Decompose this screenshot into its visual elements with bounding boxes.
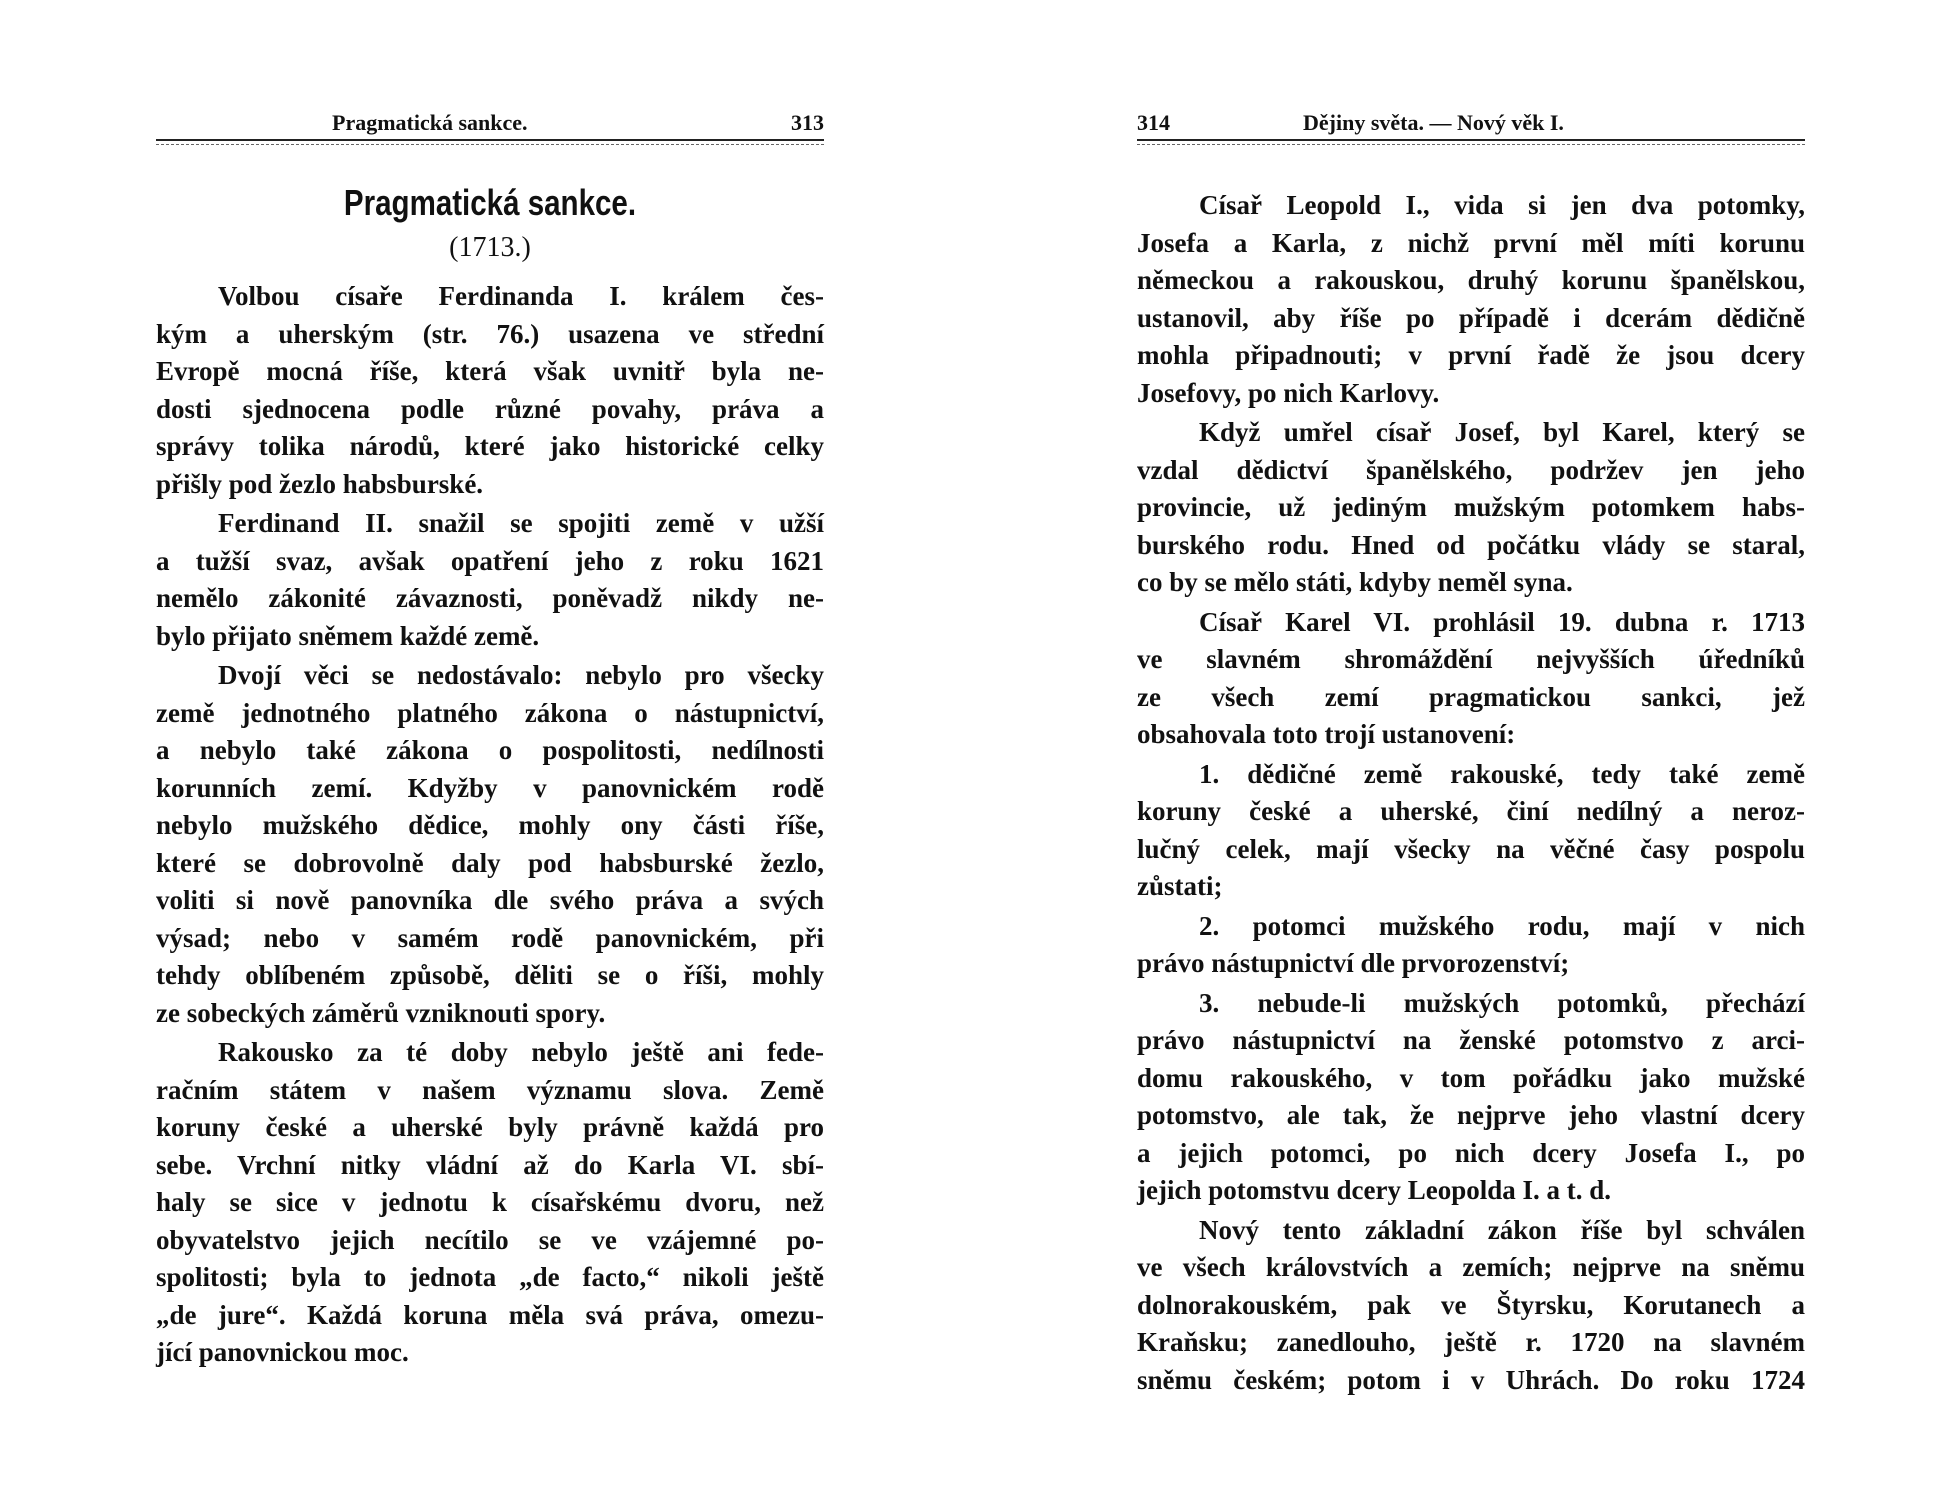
text-line: Volbou císaře Ferdinanda I. králem čes- [218,281,824,311]
header-rule-secondary [1137,144,1805,145]
text-line: co by se mělo státi, kdyby neměl syna. [1137,567,1573,597]
text-line: Nový tento základní zákon říše byl schválen [1199,1214,1805,1245]
text-line: koruny české a uherské byly právně každá pro [156,1112,824,1142]
text-line: provincie, už jediným mužským potomkem habs- [1137,492,1805,522]
text-line: vzdal dědictví španělského, podržev jen jeho [1137,454,1805,485]
chapter-title: Pragmatická sankce. [343,182,637,223]
text-line: Když umřel císař Josef, byl Karel, který se [1199,417,1805,447]
text-line: 2. potomci mužského rodu, mají v nich [1199,910,1805,941]
text-line: jící panovnickou moc. [156,1337,409,1367]
header-rule [156,139,824,141]
text-line: Ferdinand II. snažil se spojiti země v užší [218,508,824,538]
paragraph [1137,985,1805,1210]
paragraph [156,505,824,655]
text-line: kým a uherským (str. 76.) usazena ve střední [156,318,824,349]
text-line: korunních zemí. Kdyžby v panovnickém rodě [156,772,824,803]
text-line: německou a rakouskou, druhý korunu španělskou, [1137,265,1805,295]
right-page [1137,0,1805,1500]
text-line: obyvatelstvo jejich necítilo se ve vzájemné po- [156,1224,824,1255]
text-line: sněmu českém; potom i v Uhrách. Do roku 1724 [1137,1364,1805,1395]
text-line: Císař Karel VI. prohlásil 19. dubna r. 1713 [1199,606,1805,637]
body-text [1137,187,1805,1401]
text-line: potomstvo, ale tak, že nejprve jeho vlastní dcery [1137,1100,1805,1130]
running-header [156,110,824,140]
text-line: které se dobrovolně daly pod habsburské žezlo, [156,847,824,878]
text-line: výsad; nebo v samém rodě panovnickém, při [156,922,824,953]
text-line: Rakousko za té doby nebylo ještě ani fede- [218,1037,824,1067]
header-rule-secondary [156,144,824,145]
text-line: Josefa a Karla, z nichž první měl míti korunu [1137,227,1805,258]
left-page [156,0,824,1500]
text-line: bylo přijato sněmem každé země. [156,620,540,651]
text-line: Kraňsku; zanedlouho, ještě r. 1720 na slavném [1137,1327,1805,1357]
running-head-title: Dějiny světa. — Nový věk I. [1303,110,1564,135]
text-line: voliti si nově panovníka dle svého práva a svých [156,885,824,915]
text-line: a jejich potomci, po nich dcery Josefa I., po [1137,1137,1805,1168]
text-line: jejich potomstvu dcery Leopolda I. a t. d. [1137,1175,1611,1205]
page-number: 314 [1137,110,1170,135]
text-line: ze všech zemí pragmatickou sankci, jež [1137,681,1805,712]
text-line: sebe. Vrchní nitky vládní až do Karla VI. sbí- [156,1149,824,1180]
text-line: tehdy oblíbeném způsobě, děliti se o říši, mohly [156,960,824,990]
text-line: právo nástupnictví na ženské potomstvo z arci- [1137,1025,1805,1055]
paragraph [1137,414,1805,602]
paragraph [156,657,824,1032]
text-line: burského rodu. Hned od počátku vlády se staral, [1137,529,1805,560]
running-header [1137,110,1805,140]
text-line: ustanovil, aby říše po případě i dcerám dědičně [1137,302,1805,333]
text-line: obsahovala toto trojí ustanovení: [1137,719,1516,749]
header-rule [1137,139,1805,141]
page-number: 313 [791,110,824,135]
text-line: Dvojí věci se nedostávalo: nebylo pro všecky [218,660,824,690]
paragraph [1137,1212,1805,1400]
text-line: spolitosti; byla to jednota „de facto,“ nikoli ještě [156,1262,824,1292]
text-line: koruny české a uherské, činí nedílný a neroz- [1137,796,1805,826]
text-line: právo nástupnictví dle prvorozenství; [1137,948,1570,978]
body-text [156,278,824,1374]
text-line: Evropě mocná říše, která však uvnitř byla ne- [156,356,824,386]
running-head-title: Pragmatická sankce. [332,110,528,135]
text-line: domu rakouského, v tom pořádku jako mužské [1137,1062,1805,1093]
text-line: dosti sjednocena podle různé povahy, práva a [156,393,824,424]
text-line: a tužší svaz, avšak opatření jeho z roku 1621 [156,545,824,576]
text-line: země jednotného platného zákona o nástupnictví, [156,697,824,728]
text-line: dolnorakouském, pak ve Štyrsku, Korutanech a [1137,1289,1805,1320]
paragraph [156,278,824,503]
text-line: Císař Leopold I., vida si jen dva potomky, [1199,190,1805,220]
text-line: mohla připadnouti; v první řadě že jsou dcery [1137,340,1805,370]
text-line: a nebylo také zákona o pospolitosti, nedílnosti [156,735,824,765]
text-line: přišly pod žezlo habsburské. [156,468,484,499]
text-line: haly se sice v jednotu k císařskému dvoru, než [156,1187,824,1217]
text-line: Josefovy, po nich Karlovy. [1137,377,1440,408]
text-line: 3. nebude-li mužských potomků, přechází [1199,987,1805,1018]
text-line: nemělo zákonité závaznosti, poněvadž nikdy ne- [156,583,824,613]
paragraph [1137,604,1805,754]
paragraph [1137,187,1805,412]
text-line: ze sobeckých záměrů vzniknouti spory. [156,997,606,1028]
text-line: „de jure“. Každá koruna měla svá práva, omezu- [156,1299,824,1330]
text-line: lučný celek, mají všecky na věčné časy pospolu [1137,833,1805,864]
paragraph [156,1034,824,1372]
chapter-year: (1713.) [449,232,531,263]
text-line: račním státem v našem významu slova. Země [156,1074,824,1105]
paragraph [1137,908,1805,983]
text-line: zůstati; [1137,871,1223,901]
text-line: ve slavném shromáždění nejvyšších úředníků [1137,644,1805,674]
paragraph [1137,756,1805,906]
text-line: ve všech královstvích a zemích; nejprve na sněmu [1137,1252,1805,1282]
text-line: nebylo mužského dědice, mohly ony části říše, [156,810,824,840]
text-line: správy tolika národů, které jako historické celky [156,431,824,461]
text-line: 1. dědičné země rakouské, tedy také země [1199,758,1805,789]
